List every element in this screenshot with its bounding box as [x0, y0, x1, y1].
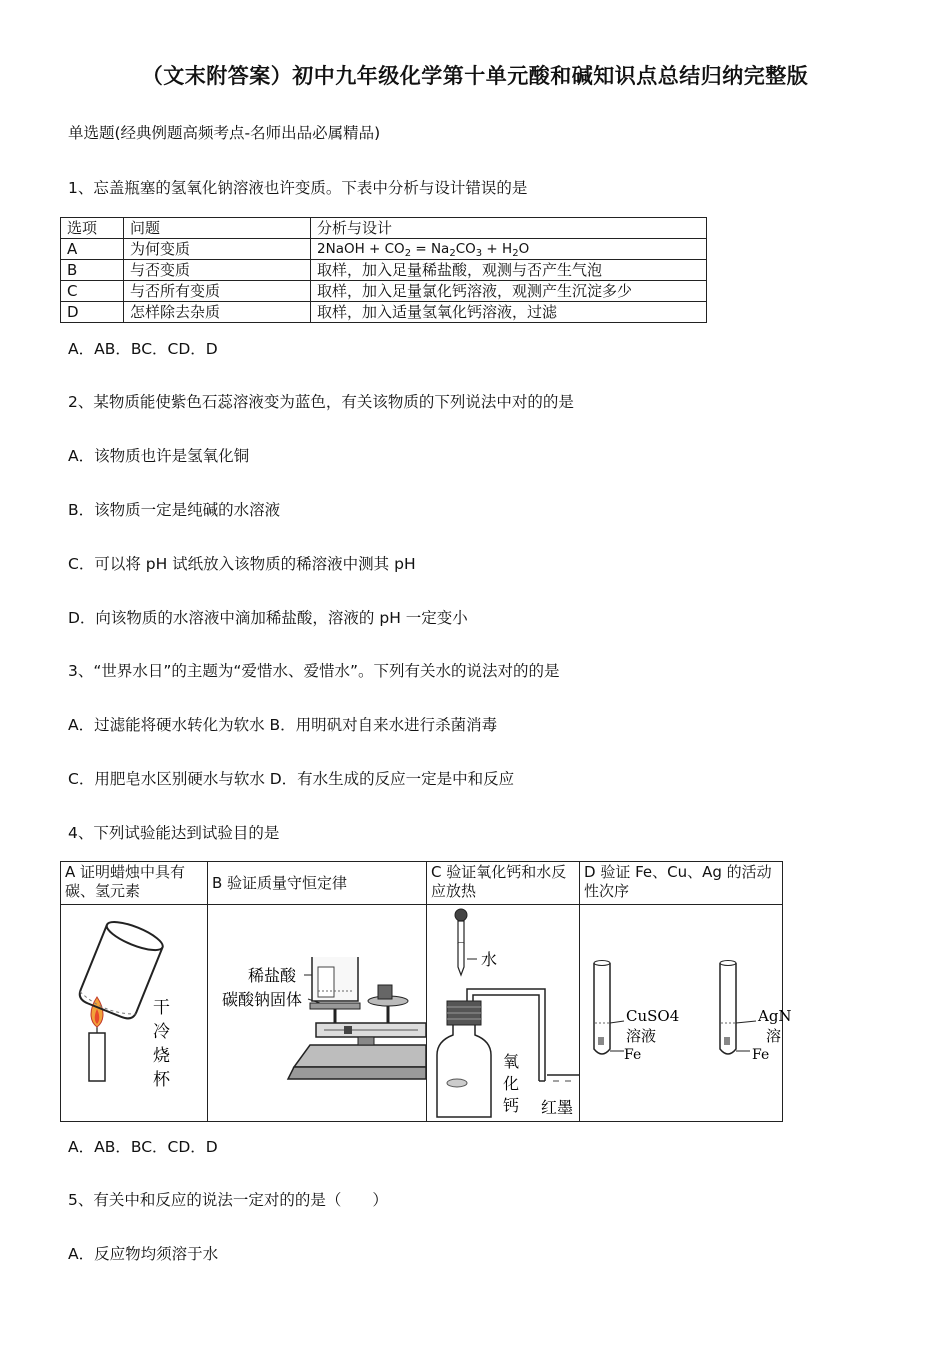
section-heading: 单选题(经典例题高频考点-名师出品必属精品) — [68, 124, 381, 142]
q4-stem: 4、下列试验能达到试验目的是 — [68, 824, 280, 842]
candle-icon — [89, 1033, 105, 1081]
row-option: A — [61, 239, 124, 260]
svg-text:化: 化 — [503, 1074, 520, 1093]
row-option: C — [61, 281, 124, 302]
candle-beaker-illustration — [61, 905, 207, 1121]
test-tubes-illustration — [580, 905, 792, 1121]
svg-text:杯: 杯 — [153, 1070, 170, 1090]
q3-options-cd: C．用肥皂水区别硬水与软水 D．有水生成的反应一定是中和反应 — [68, 770, 515, 788]
figure-flask — [427, 905, 580, 1122]
table-row — [61, 239, 707, 260]
svg-text:氧: 氧 — [503, 1052, 520, 1071]
svg-text:碳酸钠固体: 碳酸钠固体 — [222, 990, 303, 1009]
row-option: B — [61, 260, 124, 281]
row-option: D — [61, 302, 124, 323]
chemical-equation: 2NaOH + $CO_2 = Na_2CO_3 + H_2O$ — [311, 239, 707, 260]
q1-table — [60, 217, 707, 323]
row-problem: 为何变质 — [124, 239, 311, 260]
svg-text:AgN: AgN — [758, 1007, 792, 1025]
q2-option-c: C．可以将 pH 试纸放入该物质的稀溶液中测其 pH — [68, 555, 416, 573]
svg-text:冷: 冷 — [153, 1022, 170, 1042]
q5-option-a: A．反应物均须溶于水 — [68, 1245, 219, 1263]
svg-text:水: 水 — [481, 950, 498, 969]
q3-options-ab: A．过滤能将硬水转化为软水 B．用明矾对自来水进行杀菌消毒 — [68, 716, 498, 734]
figure-test-tubes — [580, 905, 792, 1122]
flask-illustration — [427, 905, 579, 1121]
table-row — [61, 281, 707, 302]
row-analysis: 取样，加入适量氢氧化钙溶液，过滤 — [311, 302, 707, 323]
svg-text:稀盐酸: 稀盐酸 — [248, 966, 297, 985]
q4-table — [60, 861, 792, 1122]
table-row — [61, 862, 783, 905]
balance-illustration — [208, 905, 426, 1121]
q1-stem: 1、忘盖瓶塞的氢氧化钠溶液也许变质。下表中分析与设计错误的是 — [68, 179, 528, 197]
table-row — [61, 302, 707, 323]
q2-stem: 2、某物质能使紫色石蕊溶液变为蓝色，有关该物质的下列说法中对的的是 — [68, 393, 574, 411]
table-row — [61, 260, 707, 281]
q2-option-a: A．该物质也许是氢氧化铜 — [68, 447, 250, 465]
svg-text:溶: 溶 — [766, 1027, 782, 1045]
svg-text:红墨: 红墨 — [541, 1098, 574, 1117]
q4-col-d: D 验证 Fe、Cu、Ag 的活动性次序 — [580, 862, 783, 905]
figure-balance — [208, 905, 427, 1122]
q4-answers: A．AB．BC．CD．D — [68, 1138, 218, 1156]
row-problem: 与否所有变质 — [124, 281, 311, 302]
table-row — [61, 905, 783, 1122]
row-analysis: 取样，加入足量氯化钙溶液，观测产生沉淀多少 — [311, 281, 707, 302]
test-tube-icon — [318, 967, 334, 997]
q4-col-c: C 验证氧化钙和水反应放热 — [427, 862, 580, 905]
dropper-icon — [458, 943, 464, 975]
svg-text:干: 干 — [153, 998, 170, 1018]
dropper-bulb-icon — [455, 909, 467, 921]
q2-option-d: D．向该物质的水溶液中滴加稀盐酸，溶液的 pH 一定变小 — [68, 609, 468, 627]
q4-col-a: A 证明蜡烛中具有碳、氢元素 — [61, 862, 208, 905]
svg-text:CuSO4: CuSO4 — [626, 1007, 680, 1025]
balance-base-icon — [294, 1045, 426, 1067]
svg-text:溶液: 溶液 — [626, 1027, 657, 1045]
row-problem: 与否变质 — [124, 260, 311, 281]
row-analysis: 取样，加入足量稀盐酸，观测与否产生气泡 — [311, 260, 707, 281]
svg-text:钙: 钙 — [503, 1096, 520, 1115]
svg-text:Fe: Fe — [752, 1047, 770, 1063]
header-analysis: 分析与设计 — [311, 218, 707, 239]
table-row — [61, 218, 707, 239]
q3-stem: 3、“世界水日”的主题为“爱惜水、爱惜水”。下列有关水的说法对的的是 — [68, 662, 560, 680]
svg-text:烧: 烧 — [153, 1046, 170, 1066]
header-problem: 问题 — [124, 218, 311, 239]
figure-candle — [61, 905, 208, 1122]
q2-option-b: B．该物质一定是纯碱的水溶液 — [68, 501, 281, 519]
page-title: （文末附答案）初中九年级化学第十单元酸和碱知识点总结归纳完整版 — [141, 64, 809, 88]
header-option: 选项 — [61, 218, 124, 239]
q1-answers: A．AB．BC．CD．D — [68, 340, 218, 358]
row-problem: 怎样除去杂质 — [124, 302, 311, 323]
q4-col-b: B 验证质量守恒定律 — [208, 862, 427, 905]
q5-stem: 5、有关中和反应的说法一定对的的是（ ） — [68, 1191, 388, 1209]
svg-text:Fe: Fe — [624, 1047, 642, 1063]
